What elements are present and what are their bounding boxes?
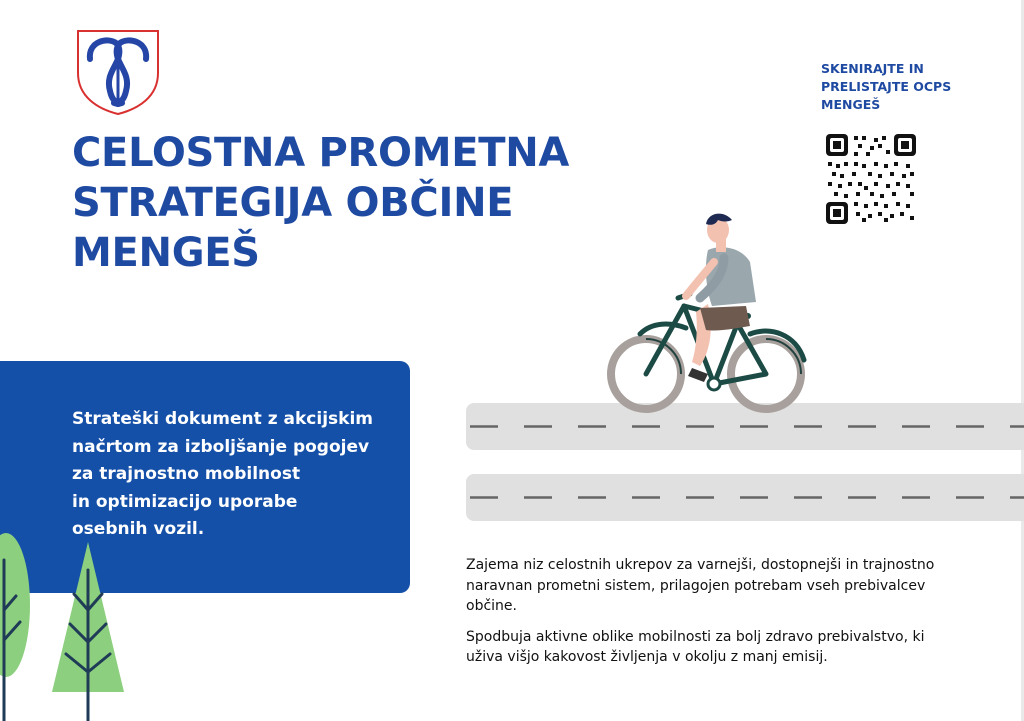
title-line: MENGEŠ bbox=[72, 230, 260, 276]
qr-caption bbox=[821, 60, 991, 114]
body-text bbox=[466, 555, 986, 678]
page-title bbox=[72, 128, 592, 278]
summary-line: načrtom za izboljšanje pogojev bbox=[72, 436, 370, 457]
qr-caption-line: MENGEŠ bbox=[821, 97, 881, 112]
body-line: uživa višjo kakovost življenja v okolju z manj emisij. bbox=[466, 649, 828, 665]
body-line: Zajema niz celostnih ukrepov za varnejši, dostopnejši in trajnostno bbox=[466, 557, 935, 573]
municipal-crest-icon bbox=[76, 29, 160, 115]
body-line: naravnan prometni sistem, prilagojen potrebam vseh prebivalcev bbox=[466, 577, 926, 594]
body-paragraph bbox=[466, 627, 986, 668]
body-paragraph bbox=[466, 555, 986, 617]
title-line: CELOSTNA PROMETNA bbox=[72, 130, 570, 176]
road-stripe bbox=[466, 474, 1024, 521]
summary-card-text bbox=[72, 406, 402, 544]
qr-code-icon[interactable] bbox=[826, 134, 916, 224]
body-line: občine. bbox=[466, 598, 517, 614]
summary-line: in optimizacijo uporabe bbox=[72, 491, 298, 512]
body-line: Spodbuja aktivne oblike mobilnosti za bolj zdravo prebivalstvo, ki bbox=[466, 628, 925, 645]
title-line: STRATEGIJA OBČINE bbox=[72, 180, 514, 226]
tree-illustration bbox=[0, 530, 130, 721]
summary-line: Strateški dokument z akcijskim bbox=[72, 409, 373, 429]
qr-caption-line: SKENIRAJTE IN bbox=[821, 61, 924, 76]
qr-caption-line: PRELISTAJTE OCPS bbox=[821, 79, 952, 94]
cyclist-illustration bbox=[600, 210, 820, 420]
summary-line: za trajnostno mobilnost bbox=[72, 464, 301, 484]
summary-line: osebnih vozil. bbox=[72, 519, 205, 539]
